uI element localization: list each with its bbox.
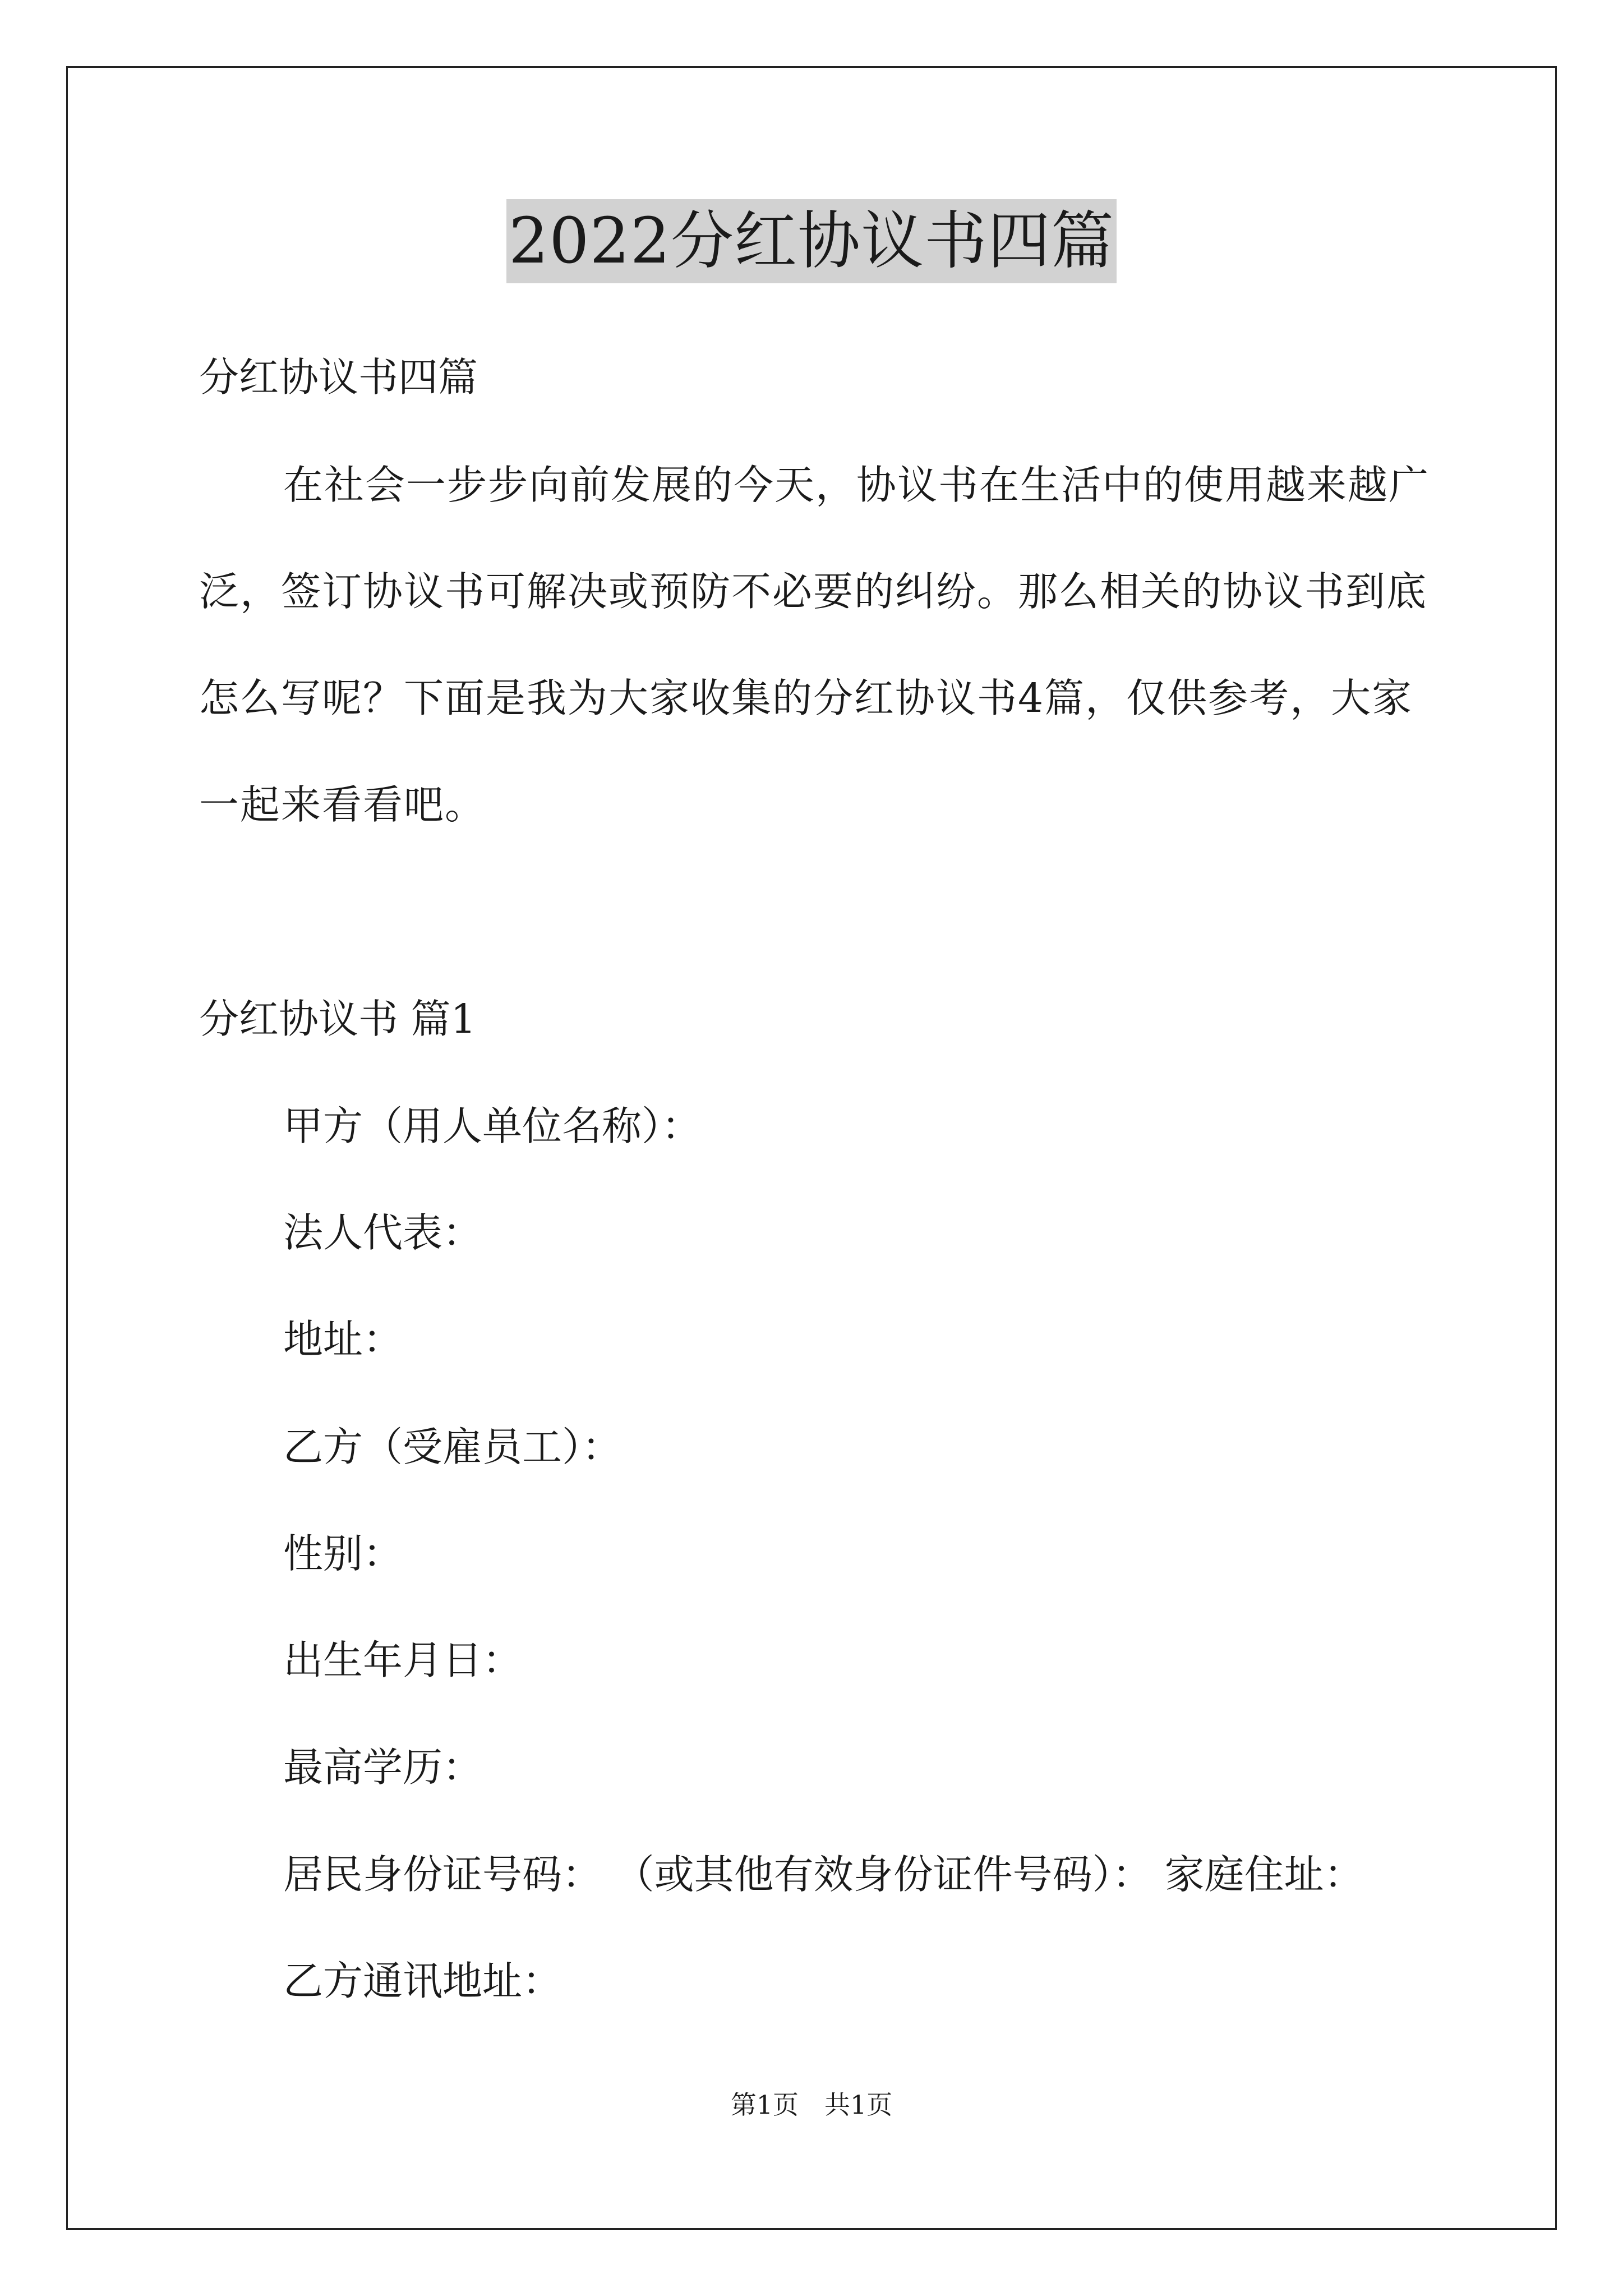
field-education: 最高学历： bbox=[283, 1744, 483, 1791]
intro-line: 一起来看看吧。 bbox=[199, 781, 486, 828]
title-container bbox=[0, 199, 1623, 283]
intro-line: 怎么写呢？下面是我为大家收集的分红协议书4篇，仅供参考，大家 bbox=[199, 675, 1413, 721]
intro-line: 在社会一步步向前发展的今天，协议书在生活中的使用越来越广 bbox=[283, 462, 1430, 508]
section-heading: 分红协议书 篇1 bbox=[199, 996, 476, 1042]
document-subtitle: 分红协议书四篇 bbox=[199, 354, 478, 401]
field-id-number: 居民身份证号码： （或其他有效身份证件号码）： 家庭住址： bbox=[283, 1851, 1364, 1898]
field-gender: 性别： bbox=[283, 1530, 403, 1577]
page-footer: 第1页 共1页 bbox=[730, 2090, 893, 2120]
field-party-a: 甲方（用人单位名称）： bbox=[283, 1103, 702, 1149]
field-birth-date: 出生年月日： bbox=[283, 1637, 523, 1683]
field-address: 地址： bbox=[283, 1316, 403, 1363]
field-party-b: 乙方（受雇员工）： bbox=[283, 1424, 622, 1470]
document-title: 2022分红协议书四篇 bbox=[506, 199, 1117, 283]
intro-line: 泛，签订协议书可解决或预防不必要的纠纷。那么相关的协议书到底 bbox=[199, 568, 1428, 615]
field-legal-representative: 法人代表： bbox=[283, 1209, 483, 1256]
field-mailing-address: 乙方通讯地址： bbox=[283, 1958, 562, 2004]
